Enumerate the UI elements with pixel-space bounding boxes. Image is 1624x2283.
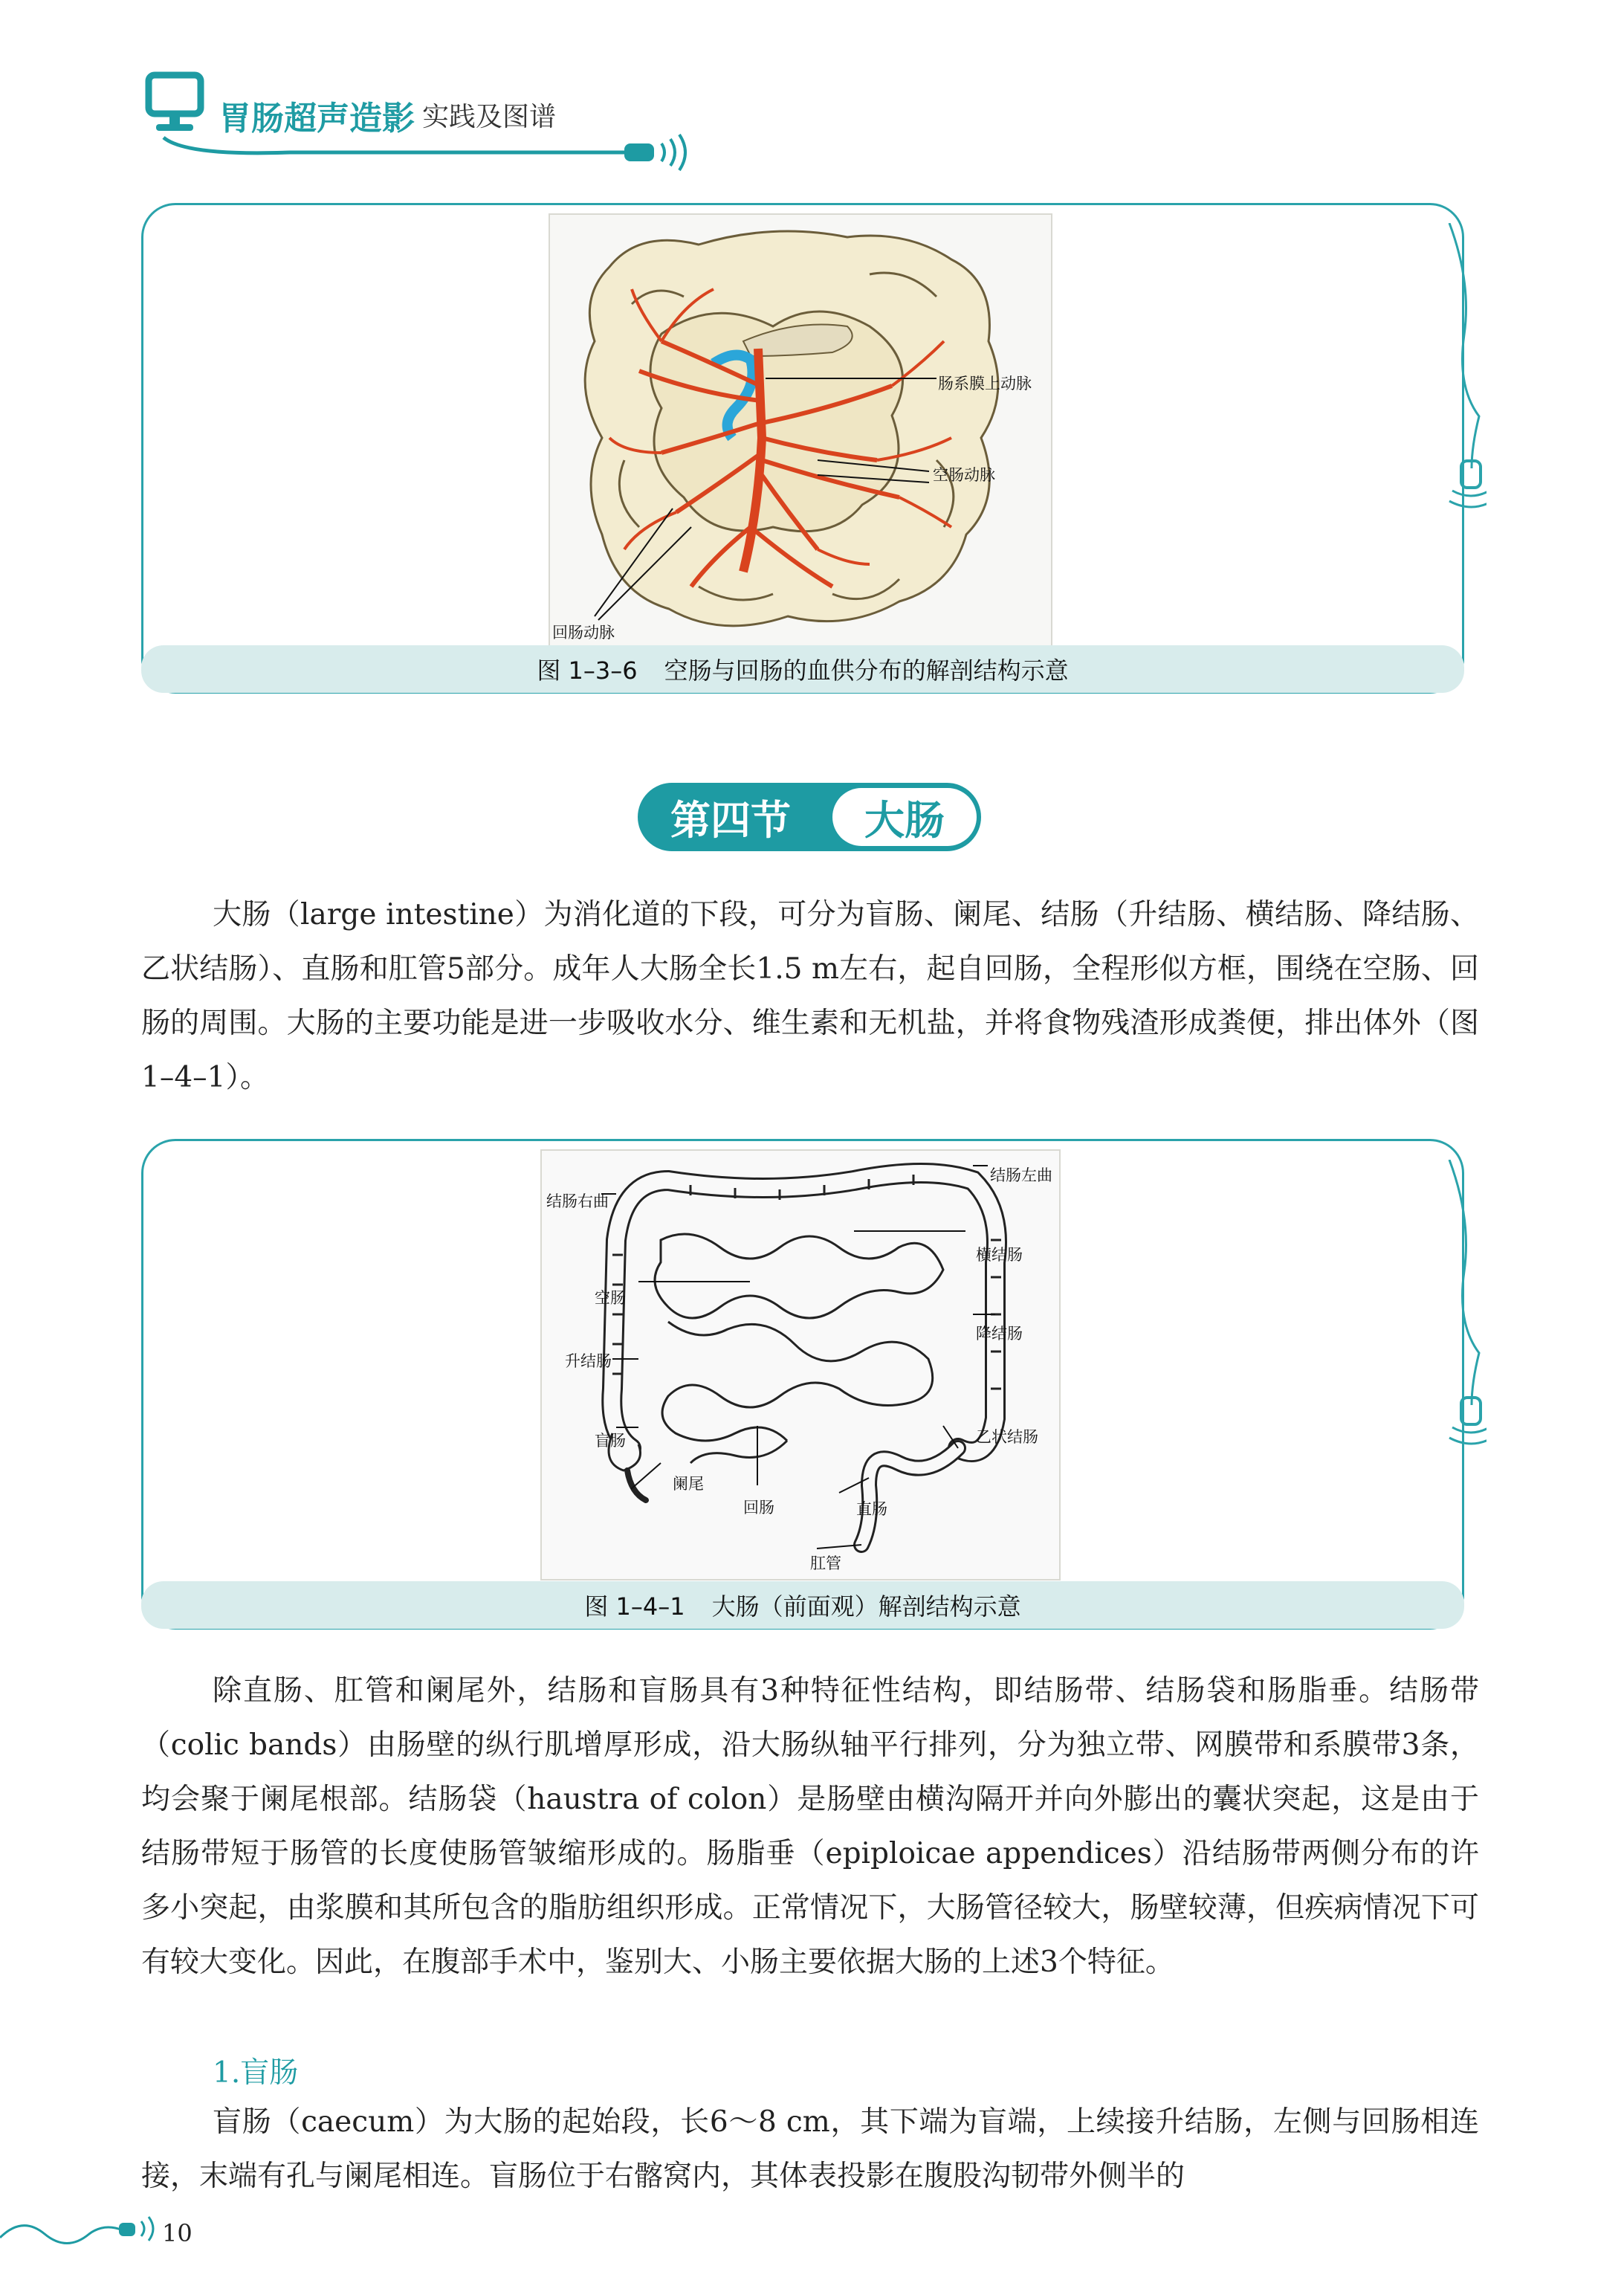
label-ileum: 回肠 <box>743 1499 774 1517</box>
section-title-pill <box>832 788 977 846</box>
label-descending-colon: 降结肠 <box>976 1325 1023 1343</box>
probe-cable-decoration <box>141 63 706 175</box>
page-number: 10 <box>162 2219 193 2247</box>
section-title: 大肠 <box>864 796 945 844</box>
large-intestine-illustration <box>542 1151 1059 1579</box>
figure-2-caption-number: 图 1–4–1 <box>584 1592 685 1621</box>
figure-1-caption-text: 空肠与回肠的血供分布的解剖结构示意 <box>664 656 1069 685</box>
paragraph-2: 除直肠、肛管和阑尾外，结肠和盲肠具有3种特征性结构，即结肠带、结肠袋和肠脂垂。结肠带（colic bands）由肠壁的纵行肌增厚形成，沿大肠纵轴平行排列，分为独立带、网膜带和系膜带3条，均会聚于阑尾根部。结肠袋（haustra of colon）是肠壁由横沟隔开并向外膨出的囊状突起，这是由于结肠带短于肠管的长度使肠管皱缩形成的。肠脂垂（epiploicae appendices）沿结肠带两侧分布的许多小突起，由浆膜和其所包含的脂肪组织形成。正常情况下，大肠管径较大，肠壁较薄，但疾病情况下可有较大变化。因此，在腹部手术中，鉴别大、小肠主要依据大肠的上述3个特征。 <box>141 1674 1479 1979</box>
label-transverse-colon: 横结肠 <box>976 1246 1023 1264</box>
section-number: 第四节 <box>670 796 791 844</box>
figure-2-caption <box>141 1581 1464 1629</box>
figure-2-image <box>540 1149 1061 1580</box>
small-intestine-blood-supply-illustration <box>550 215 1051 647</box>
label-sma: 肠系膜上动脉 <box>938 375 1032 393</box>
figure-2-caption-text: 大肠（前面观）解剖结构示意 <box>711 1592 1021 1621</box>
label-jejunum: 空肠 <box>595 1289 626 1307</box>
label-anal-canal: 肛管 <box>810 1554 841 1572</box>
label-left-colic-flexure: 结肠左曲 <box>990 1166 1052 1184</box>
label-right-colic-flexure: 结肠右曲 <box>546 1192 609 1210</box>
figure-1-image <box>549 213 1052 648</box>
figure-2-cable-decoration <box>1442 1160 1486 1472</box>
label-jejunal-artery: 空肠动脉 <box>933 466 995 484</box>
paragraph-3: 盲肠（caecum）为大肠的起始段，长6～8 cm，其下端为盲端，上续接升结肠，左侧与回肠相连接，末端有孔与阑尾相连。盲肠位于右髂窝内，其体表投影在腹股沟韧带外侧半的 <box>141 2105 1479 2193</box>
label-appendix: 阑尾 <box>673 1475 704 1493</box>
footer-cable-decoration <box>0 2200 171 2260</box>
label-ascending-colon: 升结肠 <box>565 1352 612 1370</box>
figure-1-cable-decoration <box>1442 223 1486 535</box>
header-subtitle: 实践及图谱 <box>422 102 557 132</box>
paragraph-1: 大肠（large intestine）为消化道的下段，可分为盲肠、阑尾、结肠（升结肠、横结肠、降结肠、乙状结肠）、直肠和肛管5部分。成年人大肠全长1.5 m左右，起自回肠，全程形似方框，围绕在空肠、回肠的周围。大肠的主要功能是进一步吸收水分、维生素和无机盐，并将食物残渣形成粪便，排出体外（图1–4–1）。 <box>141 898 1479 1094</box>
header <box>141 63 706 175</box>
figure-1-caption-number: 图 1–3–6 <box>537 656 638 685</box>
figure-1-caption <box>141 645 1464 693</box>
label-rectum: 直肠 <box>856 1500 887 1518</box>
subheading-cecum: 1.盲肠 <box>213 2056 299 2090</box>
header-title: 胃肠超声造影 <box>219 100 415 138</box>
label-cecum: 盲肠 <box>595 1432 626 1450</box>
label-ileal-artery: 回肠动脉 <box>552 624 615 642</box>
label-sigmoid-colon: 乙状结肠 <box>976 1428 1038 1446</box>
